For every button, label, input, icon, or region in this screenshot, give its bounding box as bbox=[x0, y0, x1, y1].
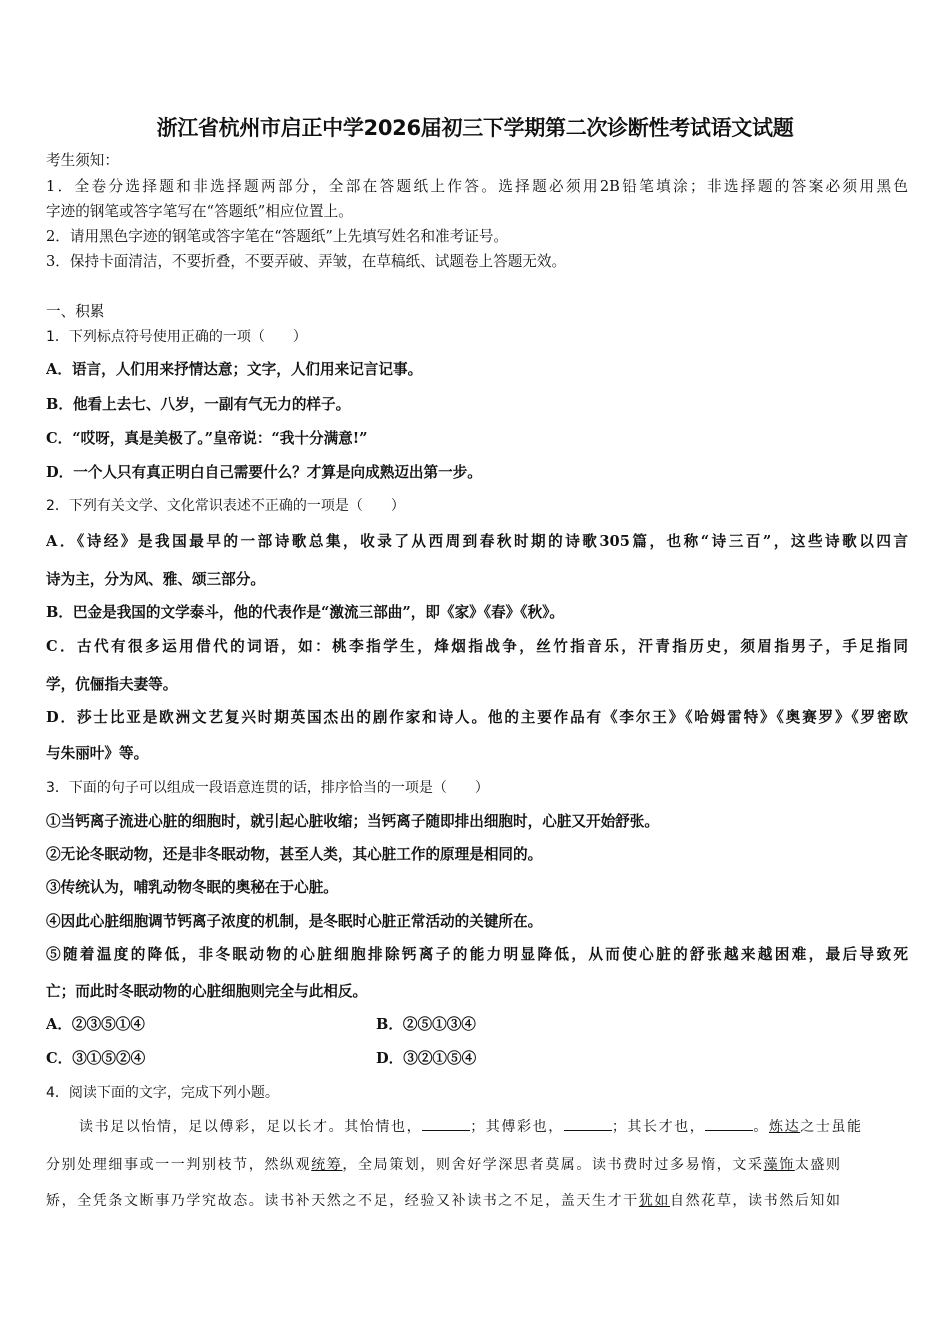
underlined-word: 犹如 bbox=[638, 1193, 671, 1209]
question-3-sentence-1: ①当钙离子流进心脏的细胞时，就引起心脏收缩；当钙离子随即排出细胞时，心脏又开始舒张。 bbox=[46, 813, 659, 830]
question-3-stem: 3．下面的句子可以组成一段语意连贯的话，排序恰当的一项是（ ） bbox=[46, 780, 489, 796]
reading-line-1 bbox=[46, 1118, 908, 1136]
reading-text: 自然花草，读书然后知如 bbox=[670, 1193, 842, 1209]
notice-item-2: 2．请用黑色字迹的钢笔或答字笔在“答题纸”上先填写姓名和准考证号。 bbox=[46, 228, 509, 245]
question-2-option-c: C．古代有很多运用借代的词语，如：桃李指学生，烽烟指战争，丝竹指音乐，汗青指历史，须眉指男子，手足指同 bbox=[46, 638, 908, 655]
underlined-word: 藻饰 bbox=[763, 1157, 795, 1173]
answer-blank bbox=[422, 1118, 470, 1131]
question-1-option-b: B．他看上去七、八岁，一副有气无力的样子。 bbox=[46, 396, 351, 413]
reading-text: ，全局策划，则舍好学深思者莫属。读书费时过多易惰，文采 bbox=[342, 1157, 764, 1173]
reading-text: 读书足以怡情，足以傅彩，足以长才。其怡情也， bbox=[79, 1119, 423, 1135]
question-2-option-a: A．《诗经》是我国最早的一部诗歌总集，收录了从西周到春秋时期的诗歌305篇，也称“诗三百”，这些诗歌以四言 bbox=[46, 533, 908, 550]
question-2-option-d-cont: 与朱丽叶》等。 bbox=[46, 745, 149, 762]
question-3-option-a: A．②③⑤①④ bbox=[46, 1016, 145, 1033]
question-2-option-a-cont: 诗为主，分为风、雅、颂三部分。 bbox=[46, 571, 265, 588]
notice-heading: 考生须知： bbox=[46, 152, 119, 169]
question-3-sentence-5-cont: 亡；而此时冬眠动物的心脏细胞则完全与此相反。 bbox=[46, 983, 368, 1000]
notice-item-1: 1．全卷分选择题和非选择题两部分，全部在答题纸上作答。选择题必须用2B铅笔填涂；非选择题的答案必须用黑色 bbox=[46, 178, 908, 195]
question-1-option-a: A．语言，人们用来抒情达意；文字，人们用来记言记事。 bbox=[46, 361, 423, 378]
section-heading: 一、积累 bbox=[46, 303, 105, 320]
reading-text: 分别处理细事或一一判别枝节，然纵观 bbox=[46, 1157, 312, 1173]
question-3-sentence-5: ⑤随着温度的降低，非冬眠动物的心脏细胞排除钙离子的能力明显降低，从而使心脏的舒张越来越困难，最后导致死 bbox=[46, 946, 908, 963]
question-1-option-d: D．一个人只有真正明白自己需要什么？才算是向成熟迈出第一步。 bbox=[46, 464, 482, 481]
question-3-sentence-3: ③传统认为，哺乳动物冬眠的奥秘在于心脏。 bbox=[46, 879, 338, 896]
question-3-option-c: C．③①⑤②④ bbox=[46, 1050, 146, 1067]
question-3-option-b: B．②⑤①③④ bbox=[376, 1016, 476, 1033]
question-3-sentence-2: ②无论冬眠动物，还是非冬眠动物，甚至人类，其心脏工作的原理是相同的。 bbox=[46, 846, 543, 863]
question-3-option-d: D．③②①⑤④ bbox=[376, 1050, 477, 1067]
question-3-sentence-4: ④因此心脏细胞调节钙离子浓度的机制，是冬眠时心脏正常活动的关键所在。 bbox=[46, 913, 543, 930]
notice-item-1-cont: 字迹的钢笔或答字笔写在“答题纸”相应位置上。 bbox=[46, 203, 353, 220]
question-1-option-c: C．“哎呀，真是美极了。”皇帝说：“我十分满意!” bbox=[46, 430, 368, 447]
reading-text: 矫，全凭条文断事乃学究故态。读书补天然之不足，经验又补读书之不足，盖天生才干 bbox=[46, 1193, 639, 1209]
reading-text: 。 bbox=[753, 1119, 770, 1135]
question-3-option-row-1 bbox=[46, 1016, 908, 1034]
reading-text: ；其傅彩也， bbox=[470, 1119, 564, 1135]
reading-text: 之士虽能 bbox=[800, 1119, 863, 1135]
question-2-option-c-cont: 学，伉俪指夫妻等。 bbox=[46, 676, 178, 693]
notice-item-3: 3．保持卡面清洁，不要折叠，不要弄破、弄皱，在草稿纸、试题卷上答题无效。 bbox=[46, 253, 567, 270]
answer-blank bbox=[705, 1118, 753, 1131]
question-3-option-row-2 bbox=[46, 1050, 908, 1068]
page-title: 浙江省杭州市启正中学2026届初三下学期第二次诊断性考试语文试题 bbox=[156, 116, 794, 140]
reading-line-2 bbox=[46, 1156, 908, 1174]
question-1-stem: 1．下列标点符号使用正确的一项（ ） bbox=[46, 329, 307, 345]
answer-blank bbox=[564, 1118, 612, 1131]
reading-text: ；其长才也， bbox=[611, 1119, 706, 1135]
reading-line-3 bbox=[46, 1192, 908, 1210]
underlined-word: 炼达 bbox=[769, 1119, 801, 1135]
reading-text: 太盛则 bbox=[794, 1157, 842, 1173]
question-2-option-d: D．莎士比亚是欧洲文艺复兴时期英国杰出的剧作家和诗人。他的主要作品有《李尔王》《哈姆雷特》《奥赛罗》《罗密欧 bbox=[46, 709, 908, 726]
underlined-word: 统筹 bbox=[311, 1157, 343, 1173]
question-4-stem: 4．阅读下面的文字，完成下列小题。 bbox=[46, 1085, 279, 1101]
question-2-option-b: B．巴金是我国的文学泰斗，他的代表作是“激流三部曲”，即《家》《春》《秋》。 bbox=[46, 604, 565, 621]
question-2-stem: 2．下列有关文学、文化常识表述不正确的一项是（ ） bbox=[46, 498, 405, 514]
